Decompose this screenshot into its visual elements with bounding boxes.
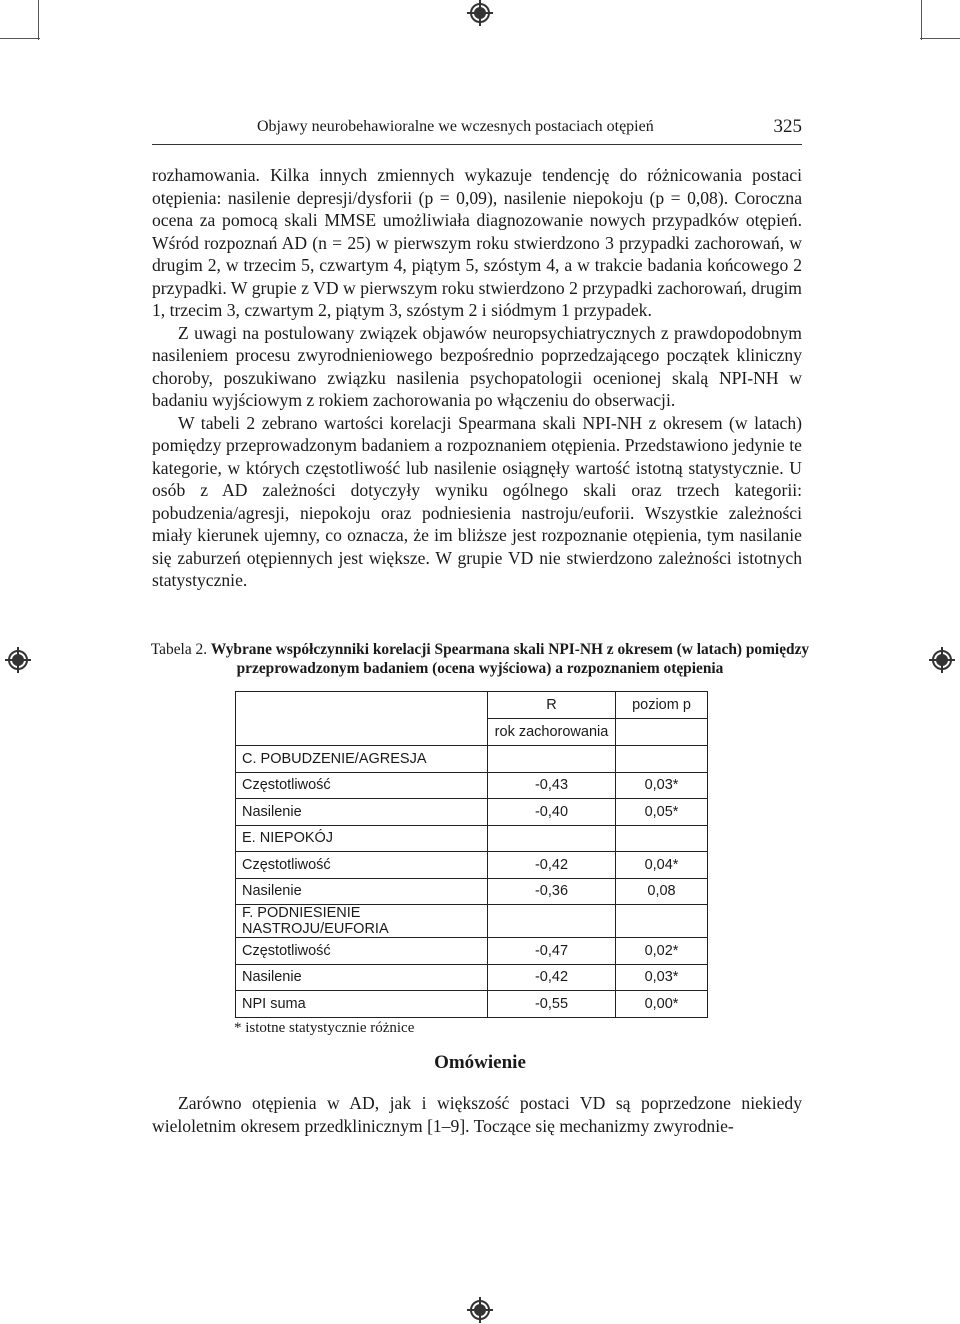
r-value: -0,47 (488, 938, 616, 965)
p-value: 0,03* (616, 964, 708, 991)
section-heading: Omówienie (434, 1052, 526, 1073)
crop-mark (0, 38, 40, 39)
r-value: -0,42 (488, 852, 616, 879)
table-row (236, 991, 708, 1018)
table-corner-cell (236, 692, 488, 746)
table-row (236, 878, 708, 905)
row-label: Nasilenie (236, 964, 488, 991)
body-text (152, 164, 802, 592)
table-row (236, 938, 708, 965)
body-text (152, 1092, 802, 1137)
row-label: Częstotliwość (236, 852, 488, 879)
running-title: Objawy neurobehawioralne we wczesnych postaciach otępień (257, 118, 654, 135)
registration-mark-icon (470, 1300, 490, 1320)
column-header-r: R (488, 692, 616, 719)
paragraph: rozhamowania. Kilka innych zmiennych wykazuje tendencję do różnicowania postaci otępienia: nasilenie depresji/dysforii (p = 0,09), nasilenie niepokoju (p = 0,08). Coroczna ocena za pomocą skali MMSE umożliwiała diagnozowanie nowych przypadków otępień. Wśród rozpoznań AD (n = 25) w pierwszym roku stwierdzono 3 przypadki zachorowań, w drugim 2, w trzecim 5, czwartym 4, piątym 5, szóstym 4, a w trakcie badania końcowego 2 przypadki. W grupie z VD w pierwszym roku stwierdzono 2 przypadki zachorowań, drugim 1, trzecim 3, czwartym 2, piątym 3, szóstym 2 i siódmym 1 przypadek. (152, 165, 802, 320)
table-caption-label: Tabela 2. (150, 641, 208, 658)
page-number: 325 (773, 116, 802, 137)
p-value: 0,00* (616, 991, 708, 1018)
crop-mark (920, 38, 960, 39)
r-value: -0,55 (488, 991, 616, 1018)
table-row (236, 799, 708, 826)
r-value: -0,36 (488, 878, 616, 905)
row-label: Częstotliwość (236, 772, 488, 799)
row-label: F. PODNIESIENIE NASTROJU/EUFORIA (236, 905, 488, 938)
paragraph: Zarówno otępienia w AD, jak i większość postaci VD są poprzedzone niekiedy wieloletnim okresem przedklinicznym [1–9]. Toczące się mechanizmy zwyrodnie- (152, 1093, 802, 1136)
r-value (488, 746, 616, 773)
row-label: Nasilenie (236, 878, 488, 905)
r-value: -0,42 (488, 964, 616, 991)
p-value (616, 746, 708, 773)
registration-mark-icon (470, 3, 490, 23)
table-row (236, 964, 708, 991)
table-footnote: * istotne statystycznie różnice (234, 1020, 415, 1036)
p-value: 0,04* (616, 852, 708, 879)
r-value (488, 905, 616, 938)
crop-mark (921, 0, 922, 40)
column-subheader: rok zachorowania (488, 719, 616, 746)
table-row (236, 772, 708, 799)
p-value: 0,03* (616, 772, 708, 799)
row-label: NPI suma (236, 991, 488, 1018)
p-value: 0,05* (616, 799, 708, 826)
p-value: 0,02* (616, 938, 708, 965)
running-header (152, 116, 802, 145)
table-caption (150, 640, 810, 678)
table-row (236, 905, 708, 938)
p-value: 0,08 (616, 878, 708, 905)
row-label: C. POBUDZENIE/AGRESJA (236, 746, 488, 773)
table-row (236, 852, 708, 879)
paragraph: Z uwagi na postulowany związek objawów neuropsychiatrycznych z prawdopodobnym nasileniem procesu zwyrodnieniowego bezpośrednio poprzedzającego początek kliniczny choroby, poszukiwano związku nasilenia psychopatologii ocenionej skalą NPI-NH w badaniu wyjściowym z rokiem zachorowania po włączeniu do obserwacji. (152, 322, 802, 410)
row-label: Nasilenie (236, 799, 488, 826)
r-value: -0,43 (488, 772, 616, 799)
p-value (616, 905, 708, 938)
crop-mark (38, 0, 39, 40)
correlation-table (235, 691, 708, 1018)
r-value: -0,40 (488, 799, 616, 826)
registration-mark-icon (932, 650, 952, 670)
table-header-row (236, 692, 708, 719)
table-cell (616, 719, 708, 746)
row-label: Częstotliwość (236, 938, 488, 965)
column-header-p: poziom p (616, 692, 708, 719)
table-row (236, 746, 708, 773)
p-value (616, 825, 708, 852)
registration-mark-icon (8, 650, 28, 670)
paragraph: W tabeli 2 zebrano wartości korelacji Spearmana skali NPI-NH z okresem (w latach) pomiędzy przeprowadzonym badaniem a rozpoznaniem otępienia. Przedstawiono jedynie te kategorie, w których częstotliwość lub nasilenie osiągnęły wartość istotną statystycznie. U osób z AD zależności dotyczyły wyniku ogólnego skali oraz trzech kategorii: pobudzenia/agresji, niepokoju oraz podniesienia nastroju/euforii. Wszystkie zależności miały kierunek ujemny, co oznacza, że im bliższe jest rozpoznanie otępienia, tym nasilanie się zaburzeń otępiennych jest większe. W grupie VD nie stwierdzono zależności istotnych statystycznie. (152, 412, 802, 590)
table-caption-title: Wybrane współczynniki korelacji Spearmana skali NPI-NH z okresem (w latach) pomiędzy przeprowadzonym badaniem (ocena wyjściowa) a rozpoznaniem otępienia (210, 641, 810, 677)
row-label: E. NIEPOKÓJ (236, 825, 488, 852)
table-row (236, 825, 708, 852)
r-value (488, 825, 616, 852)
